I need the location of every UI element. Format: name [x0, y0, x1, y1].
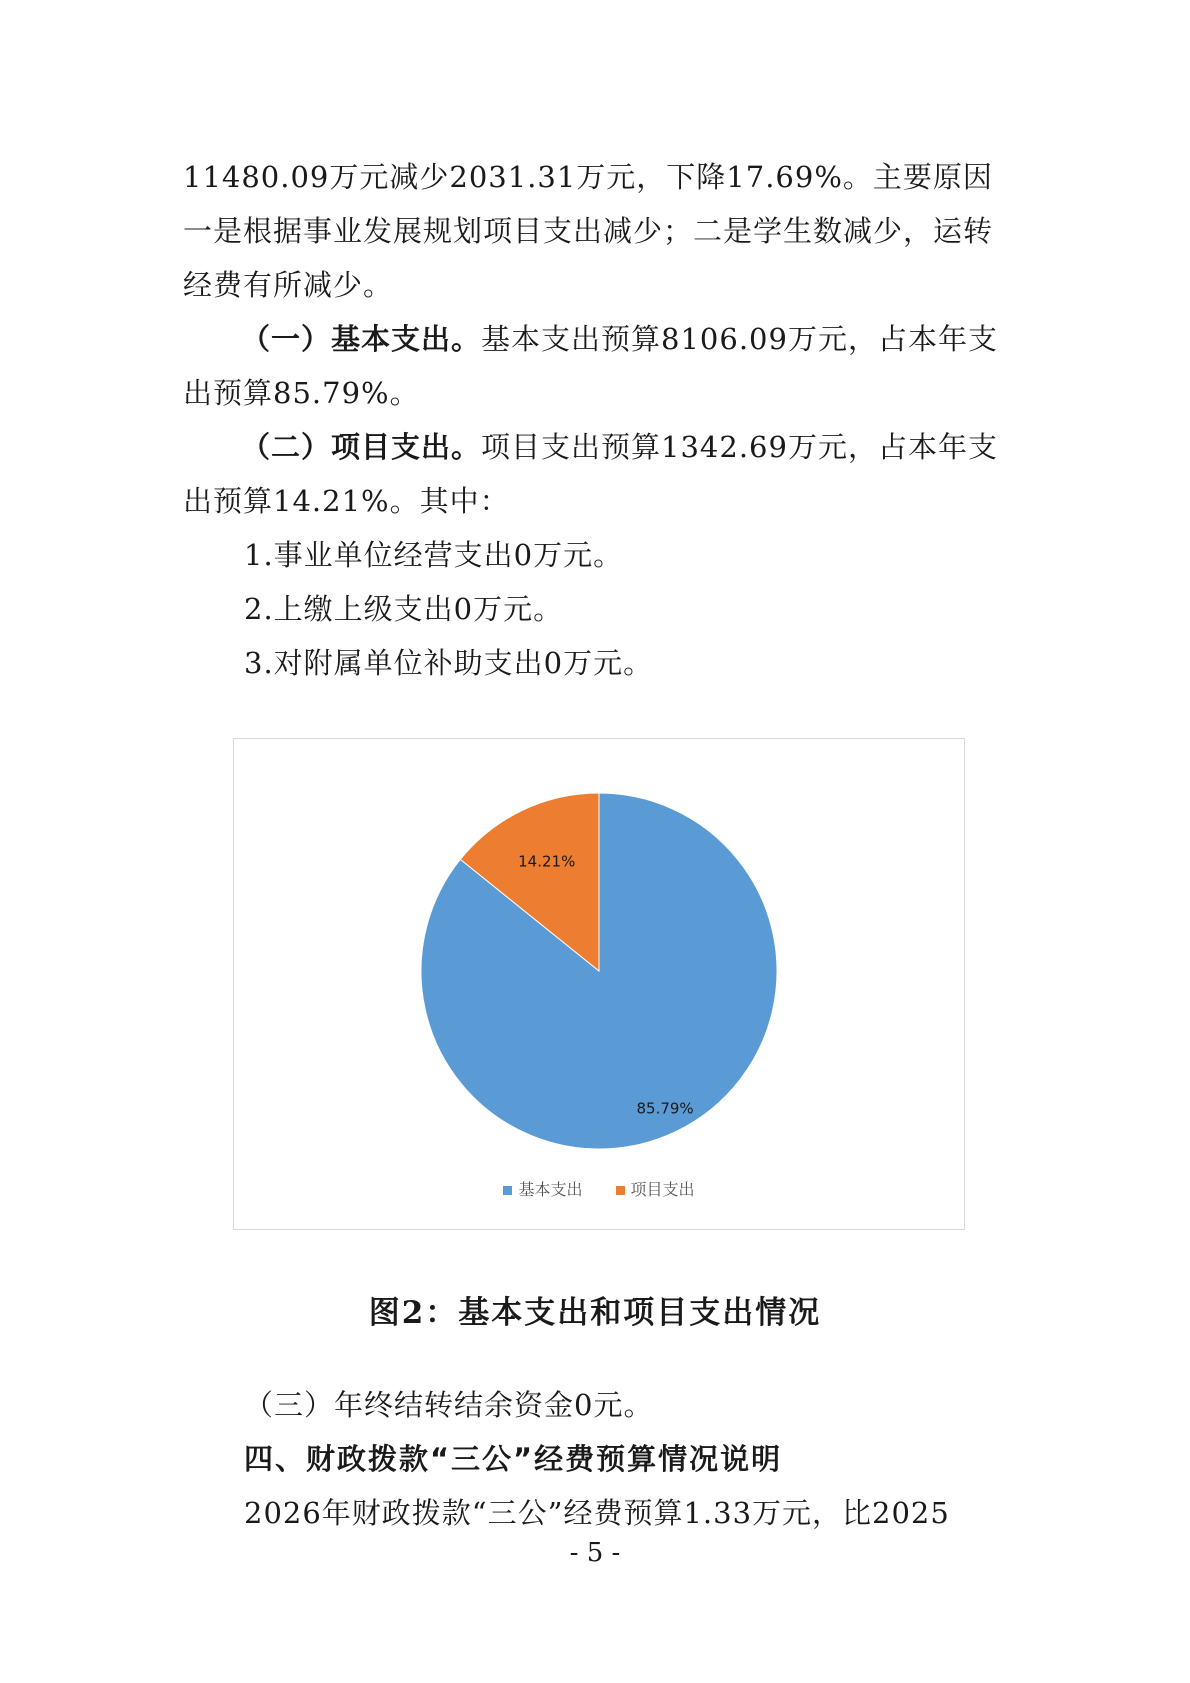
legend-label-basic: 基本支出	[518, 1180, 583, 1199]
basic-expenditure-label: （一）基本支出。	[241, 322, 482, 356]
intro-text: 11480.09万元减少2031.31万元，下降17.69%。主要原因一是根据事业发展规划项目支出减少；二是学生数减少，运转经费有所减少。	[183, 160, 994, 302]
expenditure-list	[244, 528, 653, 690]
pie-chart	[233, 738, 965, 1230]
page-number: - 5 -	[569, 1538, 621, 1568]
list-item: 3.对附属单位补助支出0万元。	[244, 646, 654, 680]
project-expenditure-paragraph	[183, 420, 1015, 528]
pie-label-basic: 85.79%	[636, 1099, 694, 1118]
intro-paragraph	[183, 150, 1015, 312]
section-heading: 四、财政拨款“三公”经费预算情况说明	[244, 1442, 783, 1476]
project-expenditure-label: （二）项目支出。	[241, 430, 482, 464]
carryover-paragraph: （三）年终结转结余资金0元。	[244, 1388, 654, 1422]
legend-swatch-project	[616, 1186, 625, 1195]
legend-item-project	[616, 1177, 695, 1200]
section-text: 2026年财政拨款“三公”经费预算1.33万元，比2025	[244, 1496, 950, 1530]
basic-expenditure-paragraph	[183, 312, 1015, 420]
pie-chart-svg	[234, 739, 964, 1169]
legend-item-basic	[503, 1177, 582, 1200]
project-expenditure-text: 项目支出预算1342.69万元，占本年支出预算14.21%。其中：	[183, 430, 998, 518]
basic-expenditure-text: 基本支出预算8106.09万元，占本年支出预算85.79%。	[183, 322, 998, 410]
list-item: 1.事业单位经营支出0万元。	[244, 538, 624, 572]
legend-swatch-basic	[503, 1186, 512, 1195]
chart-legend	[234, 1177, 964, 1200]
pie-label-project: 14.21%	[518, 852, 576, 871]
legend-label-project: 项目支出	[630, 1180, 695, 1199]
figure-caption: 图2：基本支出和项目支出情况	[368, 1295, 822, 1331]
list-item: 2.上缴上级支出0万元。	[244, 592, 564, 626]
